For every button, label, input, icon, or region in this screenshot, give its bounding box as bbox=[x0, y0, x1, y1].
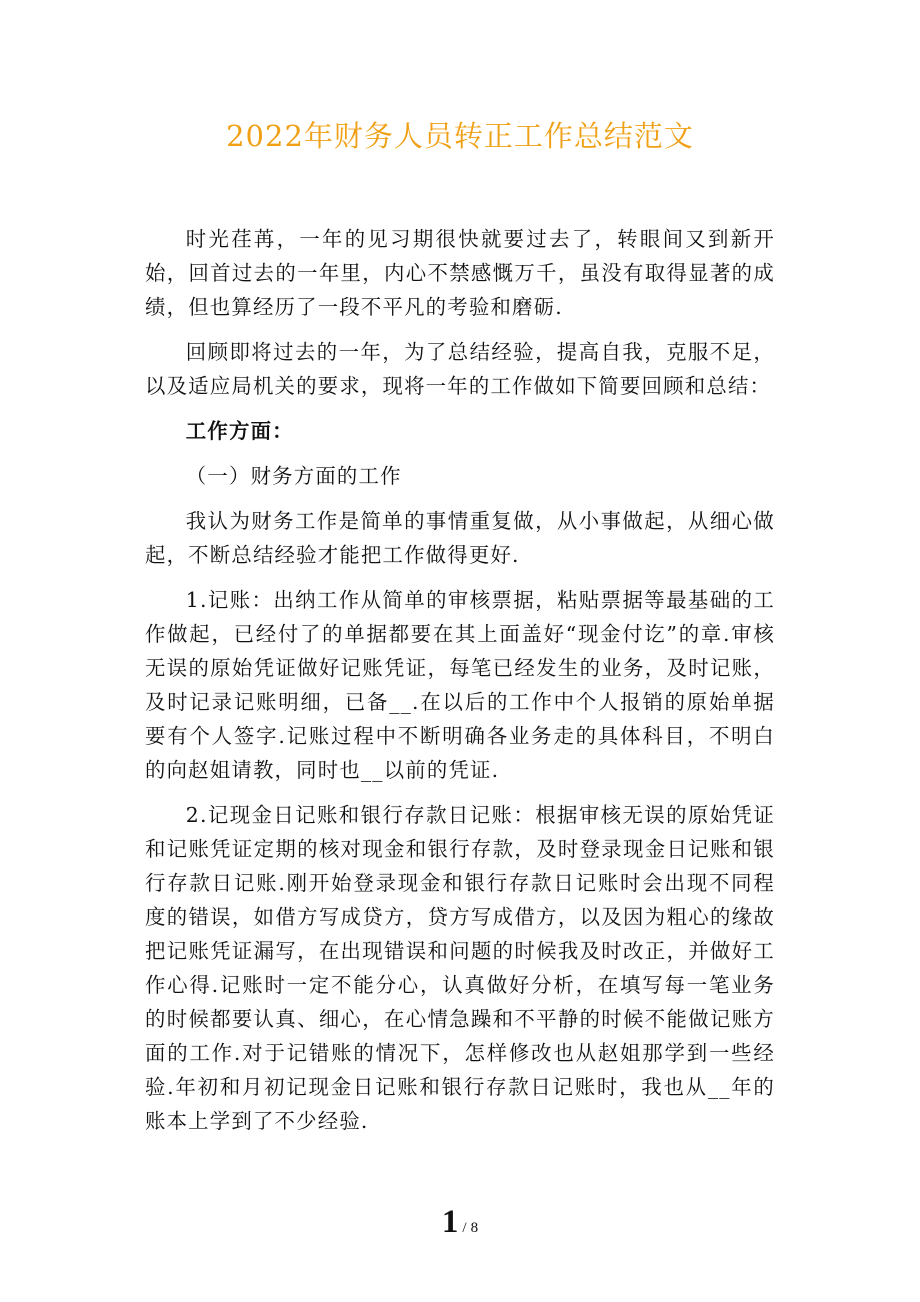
page-number: 1 bbox=[441, 1204, 459, 1240]
document-title: 2022年财务人员转正工作总结范文 bbox=[226, 119, 694, 153]
paragraph-finance-view: 我认为财务工作是简单的事情重复做，从小事做起，从细心做起，不断总结经验才能把工作做得更好. bbox=[145, 509, 775, 567]
page-total: 8 bbox=[470, 1220, 479, 1236]
subsection-heading-finance: （一）财务方面的工作 bbox=[185, 464, 402, 488]
page-footer bbox=[0, 1204, 920, 1241]
paragraph-intro: 时光荏苒，一年的见习期很快就要过去了，转眼间又到新开始，回首过去的一年里，内心不禁感慨万千，虽没有取得显著的成绩，但也算经历了一段不平凡的考验和磨砺. bbox=[145, 227, 775, 319]
section-heading-work: 工作方面： bbox=[185, 419, 294, 443]
document-body bbox=[145, 222, 775, 1149]
page-separator: / bbox=[462, 1220, 467, 1236]
paragraph-cash-journal: 2.记现金日记账和银行存款日记账：根据审核无误的原始凭证和记账凭证定期的核对现金和银行存款，及时登录现金日记账和银行存款日记账.刚开始登录现金和银行存款日记账时会出现不同程度的错误，如借方写成贷方，贷方写成借方，以及因为粗心的缘故把记账凭证漏写，在出现错误和问题的时候我及时改正，并做好工作心得.记账时一定不能分心，认真做好分析，在填写每一笔业务的时候都要认真、细心，在心情急躁和不平静的时候不能做记账方面的工作.对于记错账的情况下，怎样修改也从赵姐那学到一些经验.年初和月初记现金日记账和银行存款日记账时，我也从__年的账本上学到了不少经验. bbox=[145, 803, 775, 1133]
paragraph-bookkeeping: 1.记账：出纳工作从简单的审核票据，粘贴票据等最基础的工作做起，已经付了的单据都要在其上面盖好“现金付讫”的章.审核无误的原始凭证做好记账凭证，每笔已经发生的业务，及时记账，及时记录记账明细，已备__.在以后的工作中个人报销的原始单据要有个人签字.记账过程中不断明确各业务走的具体科目，不明白的向赵姐请教，同时也__以前的凭证. bbox=[145, 588, 775, 782]
paragraph-review: 回顾即将过去的一年，为了总结经验，提高自我，克服不足，以及适应局机关的要求，现将一年的工作做如下简要回顾和总结： bbox=[145, 340, 775, 398]
